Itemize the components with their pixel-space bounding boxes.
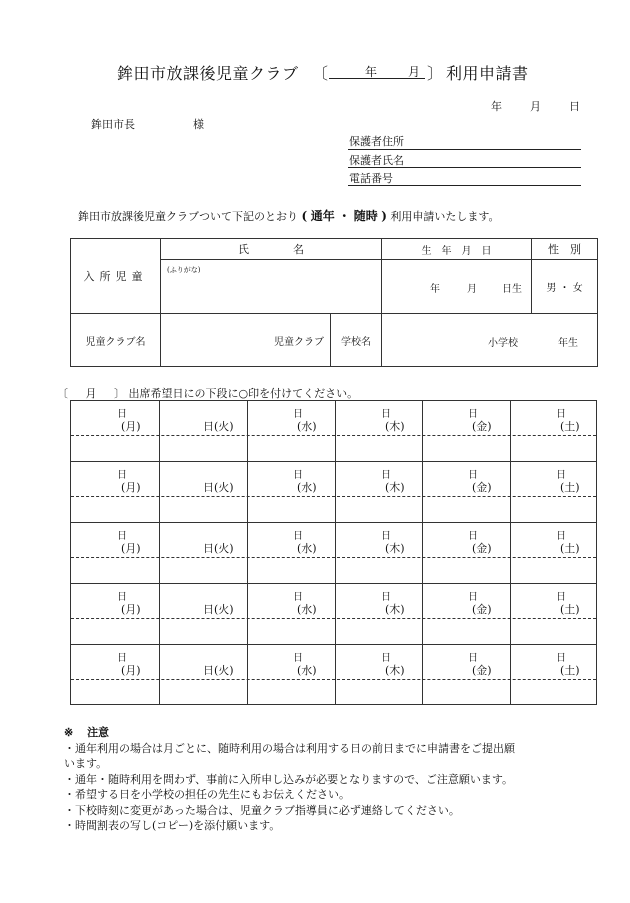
club-label: 児童クラブ名 xyxy=(71,314,161,367)
attendance-mark-cell[interactable] xyxy=(510,558,598,583)
calendar-weekday-label: 日(火) xyxy=(203,481,234,494)
calendar-day-label: 日 xyxy=(117,409,127,420)
club-suffix: 児童クラブ xyxy=(274,336,324,348)
attendance-mark-cell[interactable] xyxy=(159,680,247,705)
calendar-weekday-label: (木) xyxy=(385,481,405,494)
calendar-weekday-label: (土) xyxy=(560,603,580,616)
calendar-day-label: 日 xyxy=(556,531,566,542)
calendar-weekday-label: (木) xyxy=(385,420,405,433)
calendar-day-label: 日 xyxy=(468,531,478,542)
calendar-day-label: 日 xyxy=(556,653,566,664)
attendance-mark-cell[interactable] xyxy=(159,497,247,522)
calendar-day-label: 日 xyxy=(468,592,478,603)
school-label: 学校名 xyxy=(331,314,382,367)
calendar-weekday-label: 日(火) xyxy=(203,542,234,555)
intro-before: 鉾田市放課後児童クラブついて下記のとおり xyxy=(78,210,298,223)
calendar-day-label: 日 xyxy=(468,409,478,420)
calendar-weekday-label: 日(火) xyxy=(203,420,234,433)
note-item: ・通年・随時利用を問わず、事前に入所申し込みが必要となりますので、ご注意願います。 xyxy=(64,772,514,786)
notes-mark: ※ xyxy=(64,726,74,739)
birth-year-label: 年 xyxy=(430,284,440,295)
calendar-day-label: 日 xyxy=(556,409,566,420)
guardian-name-line[interactable] xyxy=(348,167,581,168)
title-bracket-close: 〕 xyxy=(427,64,444,83)
calendar-day-label: 日 xyxy=(381,592,391,603)
attendance-mark-cell[interactable] xyxy=(71,619,159,644)
calendar-day-label: 日 xyxy=(117,653,127,664)
attendance-mark-cell[interactable] xyxy=(247,619,335,644)
attendance-mark-cell[interactable] xyxy=(159,619,247,644)
calendar-weekday-label: 日(火) xyxy=(203,664,234,677)
option-regular[interactable]: 通年 xyxy=(310,209,335,223)
note-item: います。 xyxy=(64,757,108,770)
intro-sentence xyxy=(78,207,500,224)
calendar-weekday-label: (金) xyxy=(472,542,492,555)
attendance-mark-cell[interactable] xyxy=(159,436,247,461)
calendar-weekday-label: (月) xyxy=(121,603,141,616)
calendar-weekday-label: (水) xyxy=(297,420,317,433)
date-day: 日 xyxy=(569,100,580,113)
school-cell[interactable] xyxy=(382,314,598,367)
attendance-mark-cell[interactable] xyxy=(247,558,335,583)
calendar-day-label: 日 xyxy=(556,592,566,603)
calendar-weekday-label: (月) xyxy=(121,542,141,555)
birth-day-label: 日生 xyxy=(502,284,522,295)
birth-month-label: 月 xyxy=(467,284,477,295)
calendar-day-label: 日 xyxy=(556,470,566,481)
calendar-day-label: 日 xyxy=(117,531,127,542)
calendar-weekday-label: (土) xyxy=(560,420,580,433)
calendar-weekday-label: (土) xyxy=(560,542,580,555)
name-header: 氏 名 xyxy=(161,239,382,260)
calendar-weekday-label: (木) xyxy=(385,603,405,616)
attendance-mark-cell[interactable] xyxy=(422,680,510,705)
intro-paren-open: ( xyxy=(301,209,308,223)
calendar-weekday-label: (土) xyxy=(560,481,580,494)
club-name-cell[interactable] xyxy=(161,314,331,367)
addressee-mayor: 鉾田市長 xyxy=(91,118,135,131)
notes-heading-text: 注意 xyxy=(87,726,110,739)
instruction-open: 〔 xyxy=(57,387,68,400)
calendar-day-label: 日 xyxy=(117,592,127,603)
date-year: 年 xyxy=(491,100,502,113)
grade-suffix: 年生 xyxy=(558,338,578,349)
attendance-mark-cell[interactable] xyxy=(335,497,423,522)
instruction-text: 出席希望日にの下段に○印を付けてください。 xyxy=(128,387,359,400)
attendance-mark-cell[interactable] xyxy=(510,497,598,522)
calendar-day-label: 日 xyxy=(293,531,303,542)
attendance-mark-cell[interactable] xyxy=(335,680,423,705)
calendar-weekday-label: (水) xyxy=(297,603,317,616)
calendar-day-label: 日 xyxy=(381,531,391,542)
calendar-weekday-label: (金) xyxy=(472,420,492,433)
calendar-weekday-label: (月) xyxy=(121,420,141,433)
attendance-mark-cell[interactable] xyxy=(71,436,159,461)
title-suffix: 利用申請書 xyxy=(446,64,529,83)
calendar-weekday-label: (金) xyxy=(472,481,492,494)
gender-options[interactable]: 男 ・ 女 xyxy=(532,260,598,314)
calendar-day-label: 日 xyxy=(381,470,391,481)
attendance-mark-cell[interactable] xyxy=(247,497,335,522)
instruction-close: 〕 xyxy=(114,387,125,400)
calendar-day-label: 日 xyxy=(293,470,303,481)
calendar-instruction xyxy=(57,385,358,401)
date-month: 月 xyxy=(530,100,541,113)
calendar-weekday-label: (月) xyxy=(121,481,141,494)
calendar-weekday-label: 日(火) xyxy=(203,603,234,616)
calendar-day-label: 日 xyxy=(293,653,303,664)
form-title xyxy=(117,61,299,84)
calendar-week-row xyxy=(71,401,596,462)
calendar-day-label: 日 xyxy=(381,409,391,420)
title-year-label: 年 xyxy=(365,65,378,79)
calendar-day-label: 日 xyxy=(468,653,478,664)
guardian-address-label: 保護者住所 xyxy=(349,135,404,148)
note-item: ・時間割表の写し(コピー)を添付願います。 xyxy=(64,819,281,832)
attendance-mark-cell[interactable] xyxy=(422,558,510,583)
child-label: 入所児童 xyxy=(71,239,161,314)
calendar-weekday-label: (土) xyxy=(560,664,580,677)
calendar-weekday-label: (金) xyxy=(472,603,492,616)
note-item: ・下校時刻に変更があった場合は、児童クラブ指導員に必ず連絡してください。 xyxy=(64,803,460,817)
calendar-day-label: 日 xyxy=(381,653,391,664)
calendar-day-label: 日 xyxy=(293,592,303,603)
attendance-mark-cell[interactable] xyxy=(71,680,159,705)
child-info-table xyxy=(70,238,598,367)
title-prefix: 鉾田市放課後児童クラブ xyxy=(117,64,299,83)
phone-label: 電話番号 xyxy=(349,172,393,185)
calendar-weekday-label: (金) xyxy=(472,664,492,677)
note-item: ・希望する日を小学校の担任の先生にもお伝えください。 xyxy=(64,788,350,801)
title-bracket-open: 〔 xyxy=(312,64,329,83)
addressee-honorific: 様 xyxy=(193,118,204,131)
attendance-mark-cell[interactable] xyxy=(422,497,510,522)
intro-after: 利用申請いたします。 xyxy=(390,210,500,223)
calendar-weekday-label: (水) xyxy=(297,664,317,677)
option-dot: ・ xyxy=(338,209,351,223)
attendance-mark-cell[interactable] xyxy=(247,680,335,705)
notes-section xyxy=(64,725,515,834)
attendance-calendar xyxy=(70,400,597,705)
phone-line[interactable] xyxy=(348,185,581,186)
calendar-week-row xyxy=(71,462,596,523)
attendance-mark-cell[interactable] xyxy=(159,558,247,583)
attendance-mark-cell[interactable] xyxy=(335,558,423,583)
calendar-weekday-label: (水) xyxy=(297,542,317,555)
calendar-weekday-label: (水) xyxy=(297,481,317,494)
calendar-day-label: 日 xyxy=(468,470,478,481)
attendance-mark-cell[interactable] xyxy=(247,436,335,461)
calendar-week-row xyxy=(71,645,596,706)
calendar-day-label: 日 xyxy=(293,409,303,420)
attendance-mark-cell[interactable] xyxy=(510,436,598,461)
calendar-week-row xyxy=(71,584,596,645)
guardian-name-label: 保護者氏名 xyxy=(349,154,404,167)
title-month-label: 月 xyxy=(408,65,421,79)
birth-header: 生 年 月 日 xyxy=(382,239,532,260)
calendar-weekday-label: (月) xyxy=(121,664,141,677)
attendance-mark-cell[interactable] xyxy=(510,680,598,705)
school-suffix: 小学校 xyxy=(488,338,518,349)
note-item: ・通年利用の場合は月ごとに、随時利用の場合は利用する日の前日までに申請書をご提出願 xyxy=(64,741,515,755)
birthdate-cell[interactable] xyxy=(382,260,532,314)
calendar-weekday-label: (木) xyxy=(385,664,405,677)
calendar-weekday-label: (木) xyxy=(385,542,405,555)
notes-heading xyxy=(64,725,515,741)
guardian-address-line[interactable] xyxy=(348,149,581,150)
notes-list xyxy=(64,741,515,834)
attendance-mark-cell[interactable] xyxy=(71,497,159,522)
gender-header: 性 別 xyxy=(532,239,598,260)
attendance-mark-cell[interactable] xyxy=(422,436,510,461)
intro-paren-close: ) xyxy=(381,209,387,223)
furigana-label: (ふりがな) xyxy=(167,266,201,274)
child-name-cell[interactable] xyxy=(161,260,382,314)
attendance-mark-cell[interactable] xyxy=(422,619,510,644)
attendance-mark-cell[interactable] xyxy=(335,436,423,461)
instruction-month: 月 xyxy=(85,387,97,400)
attendance-mark-cell[interactable] xyxy=(335,619,423,644)
option-occasional[interactable]: 随時 xyxy=(353,209,378,223)
attendance-mark-cell[interactable] xyxy=(510,619,598,644)
attendance-mark-cell[interactable] xyxy=(71,558,159,583)
calendar-day-label: 日 xyxy=(117,470,127,481)
calendar-week-row xyxy=(71,523,596,584)
